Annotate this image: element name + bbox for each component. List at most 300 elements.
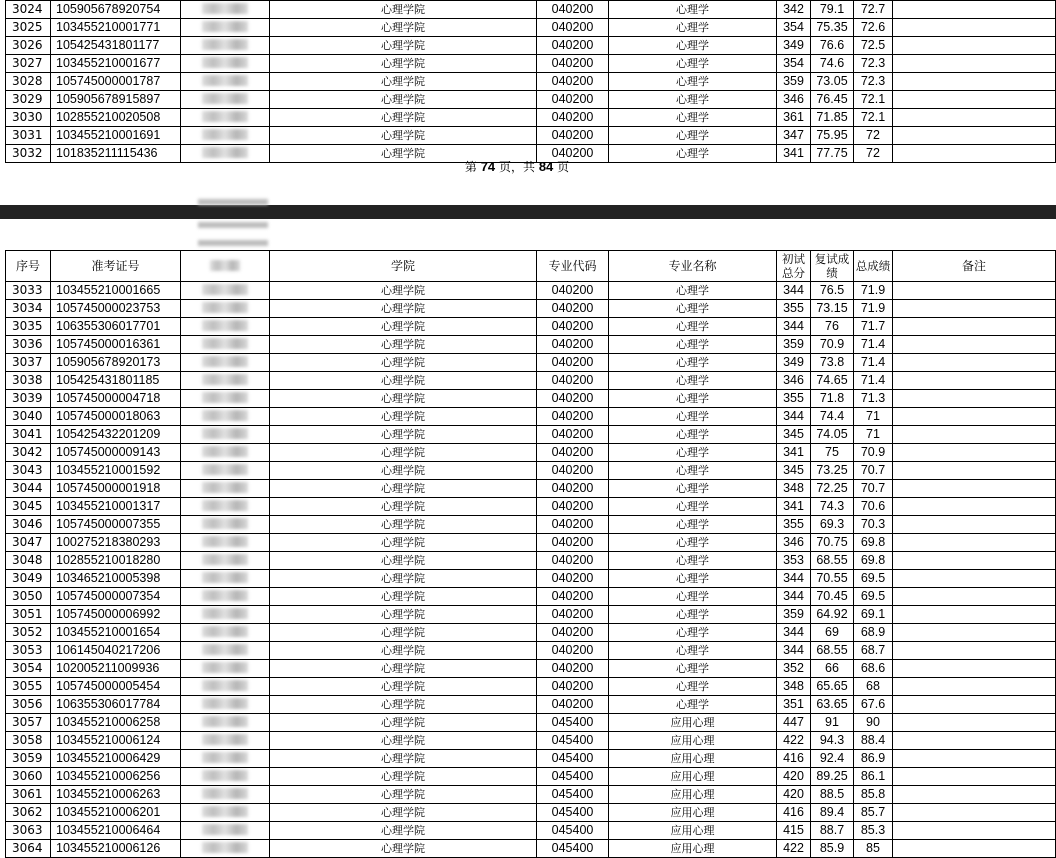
table-row (6, 408, 1056, 426)
redacted-name (202, 129, 248, 140)
row-name-redacted (181, 1, 270, 19)
row-school: 心理学院 (270, 55, 537, 73)
row-remarks (893, 750, 1056, 768)
row-school: 心理学院 (270, 804, 537, 822)
row-major-name: 心理学 (609, 552, 777, 570)
row-total-score: 71 (854, 426, 893, 444)
row-exam-no: 100275218380293 (51, 534, 181, 552)
row-initial-total: 349 (777, 354, 811, 372)
table-row (6, 840, 1056, 858)
row-exam-no: 103455210001317 (51, 498, 181, 516)
row-remarks (893, 642, 1056, 660)
row-major-name: 心理学 (609, 534, 777, 552)
row-name-redacted (181, 19, 270, 37)
row-seq: 3063 (6, 822, 51, 840)
current-page-number: 74 (480, 159, 496, 174)
header-remarks: 备注 (893, 251, 1056, 282)
row-name-redacted (181, 408, 270, 426)
row-name-redacted (181, 127, 270, 145)
row-major-name: 心理学 (609, 354, 777, 372)
row-major-name: 心理学 (609, 696, 777, 714)
row-seq: 3058 (6, 732, 51, 750)
table-row (6, 336, 1056, 354)
row-major-code: 040200 (537, 678, 609, 696)
table-row (6, 390, 1056, 408)
row-remarks (893, 127, 1056, 145)
redacted-name (202, 500, 248, 511)
row-seq: 3034 (6, 300, 51, 318)
row-total-score: 70.7 (854, 462, 893, 480)
redacted-name (202, 3, 248, 14)
row-major-name: 应用心理 (609, 750, 777, 768)
row-seq: 3055 (6, 678, 51, 696)
row-retest-score: 70.75 (811, 534, 854, 552)
row-initial-total: 420 (777, 768, 811, 786)
row-exam-no: 105905678920173 (51, 354, 181, 372)
redacted-name (202, 770, 248, 781)
row-major-code: 040200 (537, 444, 609, 462)
row-major-code: 040200 (537, 552, 609, 570)
row-major-code: 040200 (537, 606, 609, 624)
row-school: 心理学院 (270, 696, 537, 714)
table-row (6, 426, 1056, 444)
row-seq: 3041 (6, 426, 51, 444)
row-exam-no: 103455210001665 (51, 282, 181, 300)
row-major-code: 040200 (537, 19, 609, 37)
redacted-name (202, 716, 248, 727)
row-remarks (893, 678, 1056, 696)
table-row (6, 714, 1056, 732)
redacted-name (202, 374, 248, 385)
row-exam-no: 105745000005454 (51, 678, 181, 696)
row-school: 心理学院 (270, 786, 537, 804)
row-retest-score: 75.95 (811, 127, 854, 145)
row-retest-score: 74.4 (811, 408, 854, 426)
row-school: 心理学院 (270, 37, 537, 55)
row-remarks (893, 19, 1056, 37)
row-initial-total: 341 (777, 145, 811, 163)
row-major-code: 040200 (537, 498, 609, 516)
row-school: 心理学院 (270, 444, 537, 462)
row-initial-total: 359 (777, 73, 811, 91)
row-major-code: 045400 (537, 840, 609, 858)
row-school: 心理学院 (270, 408, 537, 426)
row-exam-no: 103455210006429 (51, 750, 181, 768)
row-seq: 3039 (6, 390, 51, 408)
page-divider (0, 205, 1056, 219)
row-name-redacted (181, 480, 270, 498)
row-exam-no: 105745000023753 (51, 300, 181, 318)
table-row (6, 1, 1056, 19)
row-school: 心理学院 (270, 588, 537, 606)
row-total-score: 68.6 (854, 660, 893, 678)
row-exam-no: 103455210006258 (51, 714, 181, 732)
row-school: 心理学院 (270, 145, 537, 163)
table-row (6, 804, 1056, 822)
row-retest-score: 76.45 (811, 91, 854, 109)
row-major-name: 心理学 (609, 642, 777, 660)
row-exam-no: 103455210001771 (51, 19, 181, 37)
row-retest-score: 73.05 (811, 73, 854, 91)
row-school: 心理学院 (270, 91, 537, 109)
row-seq: 3038 (6, 372, 51, 390)
row-exam-no: 103465210005398 (51, 570, 181, 588)
row-major-code: 040200 (537, 145, 609, 163)
redaction-strip (198, 222, 268, 228)
row-name-redacted (181, 714, 270, 732)
table-row (6, 498, 1056, 516)
row-name-redacted (181, 696, 270, 714)
row-name-redacted (181, 624, 270, 642)
row-total-score: 69.8 (854, 534, 893, 552)
row-exam-no: 105745000001787 (51, 73, 181, 91)
row-major-name: 心理学 (609, 390, 777, 408)
row-school: 心理学院 (270, 300, 537, 318)
row-major-name: 心理学 (609, 624, 777, 642)
row-remarks (893, 660, 1056, 678)
row-major-code: 040200 (537, 462, 609, 480)
row-total-score: 69.1 (854, 606, 893, 624)
table-row (6, 19, 1056, 37)
row-remarks (893, 300, 1056, 318)
row-initial-total: 347 (777, 127, 811, 145)
row-major-name: 应用心理 (609, 732, 777, 750)
row-initial-total: 359 (777, 336, 811, 354)
header-seq: 序号 (6, 251, 51, 282)
redacted-name (202, 356, 248, 367)
row-remarks (893, 354, 1056, 372)
row-major-code: 040200 (537, 55, 609, 73)
row-retest-score: 69 (811, 624, 854, 642)
row-remarks (893, 786, 1056, 804)
row-major-code: 040200 (537, 354, 609, 372)
row-school: 心理学院 (270, 336, 537, 354)
row-name-redacted (181, 804, 270, 822)
row-major-name: 心理学 (609, 109, 777, 127)
table-row (6, 570, 1056, 588)
row-total-score: 72.6 (854, 19, 893, 37)
table-row (6, 372, 1056, 390)
row-seq: 3043 (6, 462, 51, 480)
row-seq: 3035 (6, 318, 51, 336)
row-seq: 3047 (6, 534, 51, 552)
table-body (6, 1, 1056, 163)
row-name-redacted (181, 552, 270, 570)
table-row (6, 444, 1056, 462)
row-school: 心理学院 (270, 109, 537, 127)
row-major-code: 040200 (537, 426, 609, 444)
redaction-strip (198, 240, 268, 246)
redacted-name (202, 410, 248, 421)
row-remarks (893, 696, 1056, 714)
row-initial-total: 355 (777, 516, 811, 534)
row-school: 心理学院 (270, 354, 537, 372)
row-school: 心理学院 (270, 498, 537, 516)
row-name-redacted (181, 750, 270, 768)
row-major-name: 心理学 (609, 336, 777, 354)
table-row (6, 642, 1056, 660)
row-initial-total: 341 (777, 498, 811, 516)
row-name-redacted (181, 300, 270, 318)
row-total-score: 85.8 (854, 786, 893, 804)
row-initial-total: 346 (777, 91, 811, 109)
row-total-score: 71.9 (854, 282, 893, 300)
row-seq: 3051 (6, 606, 51, 624)
row-school: 心理学院 (270, 750, 537, 768)
row-retest-score: 72.25 (811, 480, 854, 498)
redacted-name (202, 338, 248, 349)
header-exam-no: 准考证号 (51, 251, 181, 282)
row-total-score: 71.9 (854, 300, 893, 318)
row-initial-total: 344 (777, 282, 811, 300)
row-school: 心理学院 (270, 660, 537, 678)
row-retest-score: 73.8 (811, 354, 854, 372)
row-exam-no: 105745000009143 (51, 444, 181, 462)
row-name-redacted (181, 732, 270, 750)
row-major-name: 心理学 (609, 606, 777, 624)
redacted-name (202, 111, 248, 122)
table-row (6, 300, 1056, 318)
row-initial-total: 416 (777, 804, 811, 822)
row-total-score: 85.7 (854, 804, 893, 822)
redacted-name (202, 302, 248, 313)
row-major-name: 心理学 (609, 55, 777, 73)
row-remarks (893, 732, 1056, 750)
redacted-name (202, 464, 248, 475)
redacted-name (202, 57, 248, 68)
row-retest-score: 92.4 (811, 750, 854, 768)
row-remarks (893, 552, 1056, 570)
row-retest-score: 71.8 (811, 390, 854, 408)
row-total-score: 70.9 (854, 444, 893, 462)
row-retest-score: 91 (811, 714, 854, 732)
row-seq: 3056 (6, 696, 51, 714)
row-name-redacted (181, 498, 270, 516)
row-school: 心理学院 (270, 426, 537, 444)
row-major-name: 心理学 (609, 444, 777, 462)
row-remarks (893, 480, 1056, 498)
row-total-score: 68 (854, 678, 893, 696)
row-major-name: 心理学 (609, 91, 777, 109)
row-remarks (893, 624, 1056, 642)
row-remarks (893, 282, 1056, 300)
redacted-name (202, 608, 248, 619)
row-major-code: 045400 (537, 786, 609, 804)
row-name-redacted (181, 516, 270, 534)
redacted-name (202, 734, 248, 745)
row-major-name: 心理学 (609, 127, 777, 145)
row-name-redacted (181, 390, 270, 408)
row-seq: 3045 (6, 498, 51, 516)
row-total-score: 72 (854, 127, 893, 145)
row-name-redacted (181, 318, 270, 336)
row-retest-score: 70.55 (811, 570, 854, 588)
row-remarks (893, 768, 1056, 786)
row-seq: 3029 (6, 91, 51, 109)
header-name-redacted (181, 251, 270, 282)
row-retest-score: 73.25 (811, 462, 854, 480)
redacted-name (202, 698, 248, 709)
row-exam-no: 103455210006464 (51, 822, 181, 840)
row-remarks (893, 408, 1056, 426)
row-retest-score: 64.92 (811, 606, 854, 624)
table-row (6, 678, 1056, 696)
table-row (6, 534, 1056, 552)
row-initial-total: 344 (777, 642, 811, 660)
footer-middle: 页，共 (498, 160, 535, 174)
row-major-code: 040200 (537, 300, 609, 318)
redacted-name (202, 518, 248, 529)
table-row (6, 516, 1056, 534)
row-school: 心理学院 (270, 642, 537, 660)
row-seq: 3036 (6, 336, 51, 354)
row-seq: 3049 (6, 570, 51, 588)
row-exam-no: 103455210006263 (51, 786, 181, 804)
row-seq: 3025 (6, 19, 51, 37)
row-initial-total: 344 (777, 624, 811, 642)
row-major-name: 心理学 (609, 678, 777, 696)
row-retest-score: 76.6 (811, 37, 854, 55)
table-row (6, 37, 1056, 55)
row-school: 心理学院 (270, 678, 537, 696)
row-major-name: 心理学 (609, 372, 777, 390)
row-retest-score: 74.6 (811, 55, 854, 73)
row-name-redacted (181, 786, 270, 804)
row-name-redacted (181, 73, 270, 91)
row-initial-total: 416 (777, 750, 811, 768)
row-seq: 3040 (6, 408, 51, 426)
row-retest-score: 75 (811, 444, 854, 462)
row-major-code: 040200 (537, 390, 609, 408)
redacted-name (202, 39, 248, 50)
row-retest-score: 74.3 (811, 498, 854, 516)
row-school: 心理学院 (270, 606, 537, 624)
row-retest-score: 68.55 (811, 552, 854, 570)
table-row (6, 588, 1056, 606)
table-row (6, 73, 1056, 91)
row-major-name: 心理学 (609, 19, 777, 37)
row-retest-score: 71.85 (811, 109, 854, 127)
table-row (6, 55, 1056, 73)
row-retest-score: 89.4 (811, 804, 854, 822)
row-remarks (893, 91, 1056, 109)
row-total-score: 70.6 (854, 498, 893, 516)
row-exam-no: 102855210018280 (51, 552, 181, 570)
row-initial-total: 352 (777, 660, 811, 678)
row-seq: 3052 (6, 624, 51, 642)
table-header-row (6, 251, 1056, 282)
page-footer (0, 158, 1034, 175)
table-row (6, 282, 1056, 300)
row-total-score: 71 (854, 408, 893, 426)
row-initial-total: 346 (777, 372, 811, 390)
row-initial-total: 344 (777, 408, 811, 426)
row-major-code: 040200 (537, 408, 609, 426)
row-remarks (893, 606, 1056, 624)
row-school: 心理学院 (270, 372, 537, 390)
row-major-name: 心理学 (609, 73, 777, 91)
row-major-code: 045400 (537, 750, 609, 768)
row-exam-no: 105745000006992 (51, 606, 181, 624)
row-school: 心理学院 (270, 624, 537, 642)
row-initial-total: 351 (777, 696, 811, 714)
row-major-name: 应用心理 (609, 768, 777, 786)
row-name-redacted (181, 534, 270, 552)
row-name-redacted (181, 606, 270, 624)
row-major-code: 040200 (537, 1, 609, 19)
row-exam-no: 103455210006124 (51, 732, 181, 750)
redacted-name (202, 644, 248, 655)
row-seq: 3030 (6, 109, 51, 127)
row-name-redacted (181, 354, 270, 372)
redacted-name (202, 662, 248, 673)
row-initial-total: 344 (777, 588, 811, 606)
row-retest-score: 70.9 (811, 336, 854, 354)
row-exam-no: 105745000007354 (51, 588, 181, 606)
redacted-name (202, 788, 248, 799)
row-seq: 3064 (6, 840, 51, 858)
row-initial-total: 353 (777, 552, 811, 570)
redacted-name (202, 320, 248, 331)
results-table-page-74 (5, 0, 1056, 163)
row-major-name: 应用心理 (609, 804, 777, 822)
row-retest-score: 74.05 (811, 426, 854, 444)
row-initial-total: 422 (777, 732, 811, 750)
row-initial-total: 359 (777, 606, 811, 624)
table-row (6, 552, 1056, 570)
row-major-name: 应用心理 (609, 840, 777, 858)
row-total-score: 71.3 (854, 390, 893, 408)
row-major-code: 045400 (537, 732, 609, 750)
row-school: 心理学院 (270, 318, 537, 336)
row-total-score: 72.1 (854, 91, 893, 109)
table-row (6, 786, 1056, 804)
row-school: 心理学院 (270, 732, 537, 750)
row-school: 心理学院 (270, 19, 537, 37)
row-initial-total: 447 (777, 714, 811, 732)
table-body (6, 282, 1056, 858)
row-total-score: 71.4 (854, 336, 893, 354)
row-exam-no: 103455210006201 (51, 804, 181, 822)
row-total-score: 86.9 (854, 750, 893, 768)
row-name-redacted (181, 660, 270, 678)
row-name-redacted (181, 642, 270, 660)
row-name-redacted (181, 444, 270, 462)
row-retest-score: 88.5 (811, 786, 854, 804)
redacted-name (202, 75, 248, 86)
row-seq: 3062 (6, 804, 51, 822)
header-total-score: 总成绩 (854, 251, 893, 282)
row-major-code: 040200 (537, 696, 609, 714)
row-initial-total: 344 (777, 318, 811, 336)
row-exam-no: 103455210001654 (51, 624, 181, 642)
row-major-code: 040200 (537, 73, 609, 91)
row-retest-score: 66 (811, 660, 854, 678)
row-school: 心理学院 (270, 516, 537, 534)
row-initial-total: 349 (777, 37, 811, 55)
row-school: 心理学院 (270, 462, 537, 480)
row-name-redacted (181, 91, 270, 109)
footer-prefix: 第 (464, 160, 477, 174)
row-initial-total: 355 (777, 300, 811, 318)
row-major-code: 040200 (537, 534, 609, 552)
row-school: 心理学院 (270, 282, 537, 300)
row-major-name: 心理学 (609, 318, 777, 336)
row-major-name: 心理学 (609, 282, 777, 300)
row-exam-no: 105905678920754 (51, 1, 181, 19)
row-retest-score: 94.3 (811, 732, 854, 750)
row-remarks (893, 390, 1056, 408)
